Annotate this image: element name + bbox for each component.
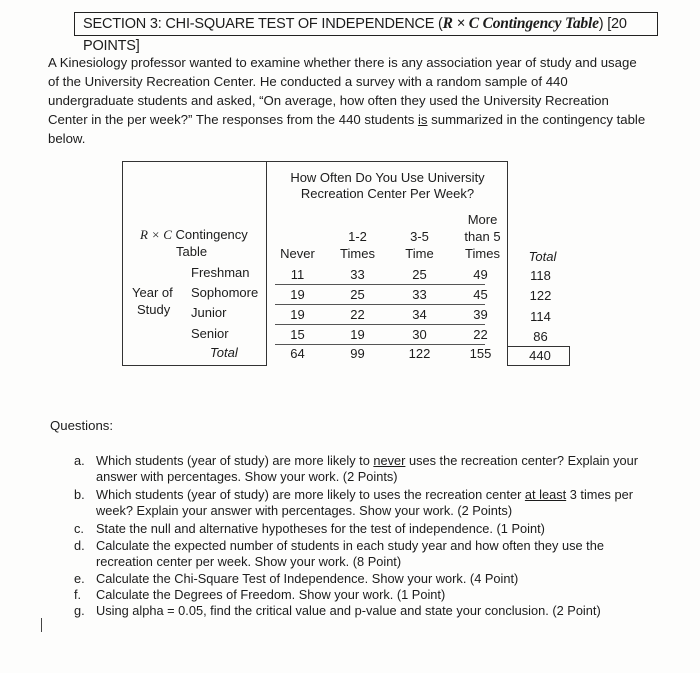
col-header-more-c: Times <box>465 246 500 261</box>
corner-text: Contingency <box>175 227 248 242</box>
row-underline <box>275 304 485 305</box>
intro-part1: A Kinesiology professor wanted to examine whether there is any association year of study and usage of the University Recreation Center. He conducted a survey with a random sample of 440 undergraduate students and asked, “On average, how often they used the University Recreation Center in the per week?” The responses from the 440 students <box>48 55 637 127</box>
row-label-total: Total <box>210 345 238 360</box>
question-letter: b. <box>74 487 85 502</box>
cell: 22 <box>473 327 488 342</box>
row-group-label-line1: Year of <box>132 285 173 300</box>
cell: 11 <box>290 267 305 282</box>
cell: 39 <box>473 307 488 322</box>
question-text: Using alpha = 0.05, find the critical value and p-value and state your conclusion. (2 Point) <box>96 603 601 618</box>
question-text: Which students (year of study) are more likely to uses the recreation center at least 3 times per week? Explain your answer with percentages. Show your work. (2 Points) <box>96 487 634 518</box>
cell: 25 <box>350 287 365 302</box>
table-question-line2: Recreation Center Per Week? <box>300 186 475 201</box>
col-header-35-b: Time <box>405 246 434 261</box>
cell: 49 <box>473 267 488 282</box>
row-underline <box>275 324 485 325</box>
cell: 19 <box>350 327 365 342</box>
question-text: Calculate the expected number of students in each study year and how often they use the recreation center per week. Show your work. (8 Point) <box>96 538 604 569</box>
col-header-more-b: than 5 <box>464 229 501 244</box>
row-label-junior: Junior <box>191 305 227 320</box>
header-suffix: ) [20 POINTS] <box>83 16 627 54</box>
cell: 45 <box>473 287 488 302</box>
cell: 34 <box>412 307 427 322</box>
section-header <box>74 12 658 54</box>
table-right-border <box>507 161 508 366</box>
col-header-more-a: More <box>467 212 498 227</box>
row-total: 118 <box>530 268 551 283</box>
column-total: 155 <box>469 346 492 361</box>
question-text: Calculate the Chi-Square Test of Independence. Show your work. (4 Point) <box>96 571 519 586</box>
question-letter: a. <box>74 453 85 468</box>
cell: 33 <box>412 287 427 302</box>
row-underline <box>275 284 485 285</box>
row-label-sophomore: Sophomore <box>191 285 259 300</box>
col-header-total: Total <box>528 249 557 264</box>
col-header-35-a: 3-5 <box>410 229 429 244</box>
col-header-12-b: Times <box>340 246 375 261</box>
question-letter: f. <box>74 587 82 602</box>
question-text: Calculate the Degrees of Freedom. Show your work. (1 Point) <box>96 587 446 602</box>
questions-label: Questions: <box>50 418 114 433</box>
row-label-senior: Senior <box>191 326 229 341</box>
column-total: 64 <box>290 346 305 361</box>
cell: 19 <box>290 287 305 302</box>
table-top-border <box>267 161 507 162</box>
intro-part2: summarized in the contingency table below. <box>48 112 646 146</box>
row-label-freshman: Freshman <box>191 265 250 280</box>
cell: 22 <box>350 307 365 322</box>
table-question-line1: How Often Do You Use University <box>290 170 485 185</box>
row-total: 86 <box>533 329 548 344</box>
col-header-never: Never <box>280 246 315 261</box>
question-text: Which students (year of study) are more likely to never uses the recreation center? Explain your answer with percentages. Show your work. (2 Points) <box>96 453 638 484</box>
row-underline <box>275 344 485 345</box>
cell: 33 <box>350 267 365 282</box>
question-letter: d. <box>74 538 85 553</box>
corner-label-line1 <box>140 227 248 243</box>
question-letter: c. <box>74 521 84 536</box>
row-total: 122 <box>529 288 552 303</box>
cell: 30 <box>412 327 427 342</box>
cell: 15 <box>290 327 305 342</box>
row-total: 114 <box>530 309 551 324</box>
grand-total: 440 <box>529 348 551 363</box>
cell: 19 <box>290 307 305 322</box>
question-letter: g. <box>74 603 85 618</box>
question-letter: e. <box>74 571 85 586</box>
row-group-label-line2: Study <box>137 302 171 317</box>
corner-math: R × C <box>140 227 172 242</box>
cell: 25 <box>412 267 427 282</box>
intro-paragraph <box>48 53 648 148</box>
col-header-12-a: 1-2 <box>348 229 367 244</box>
intro-underlined: is <box>417 112 428 127</box>
header-math: R × C Contingency Table <box>442 15 599 32</box>
question-text: State the null and alternative hypotheses for the test of independence. (1 Point) <box>96 521 545 536</box>
corner-label-line2: Table <box>176 244 208 259</box>
column-total: 122 <box>408 346 431 361</box>
column-total: 99 <box>350 346 365 361</box>
text-cursor <box>41 618 42 632</box>
header-prefix: SECTION 3: CHI-SQUARE TEST OF INDEPENDENCE ( <box>83 16 443 32</box>
